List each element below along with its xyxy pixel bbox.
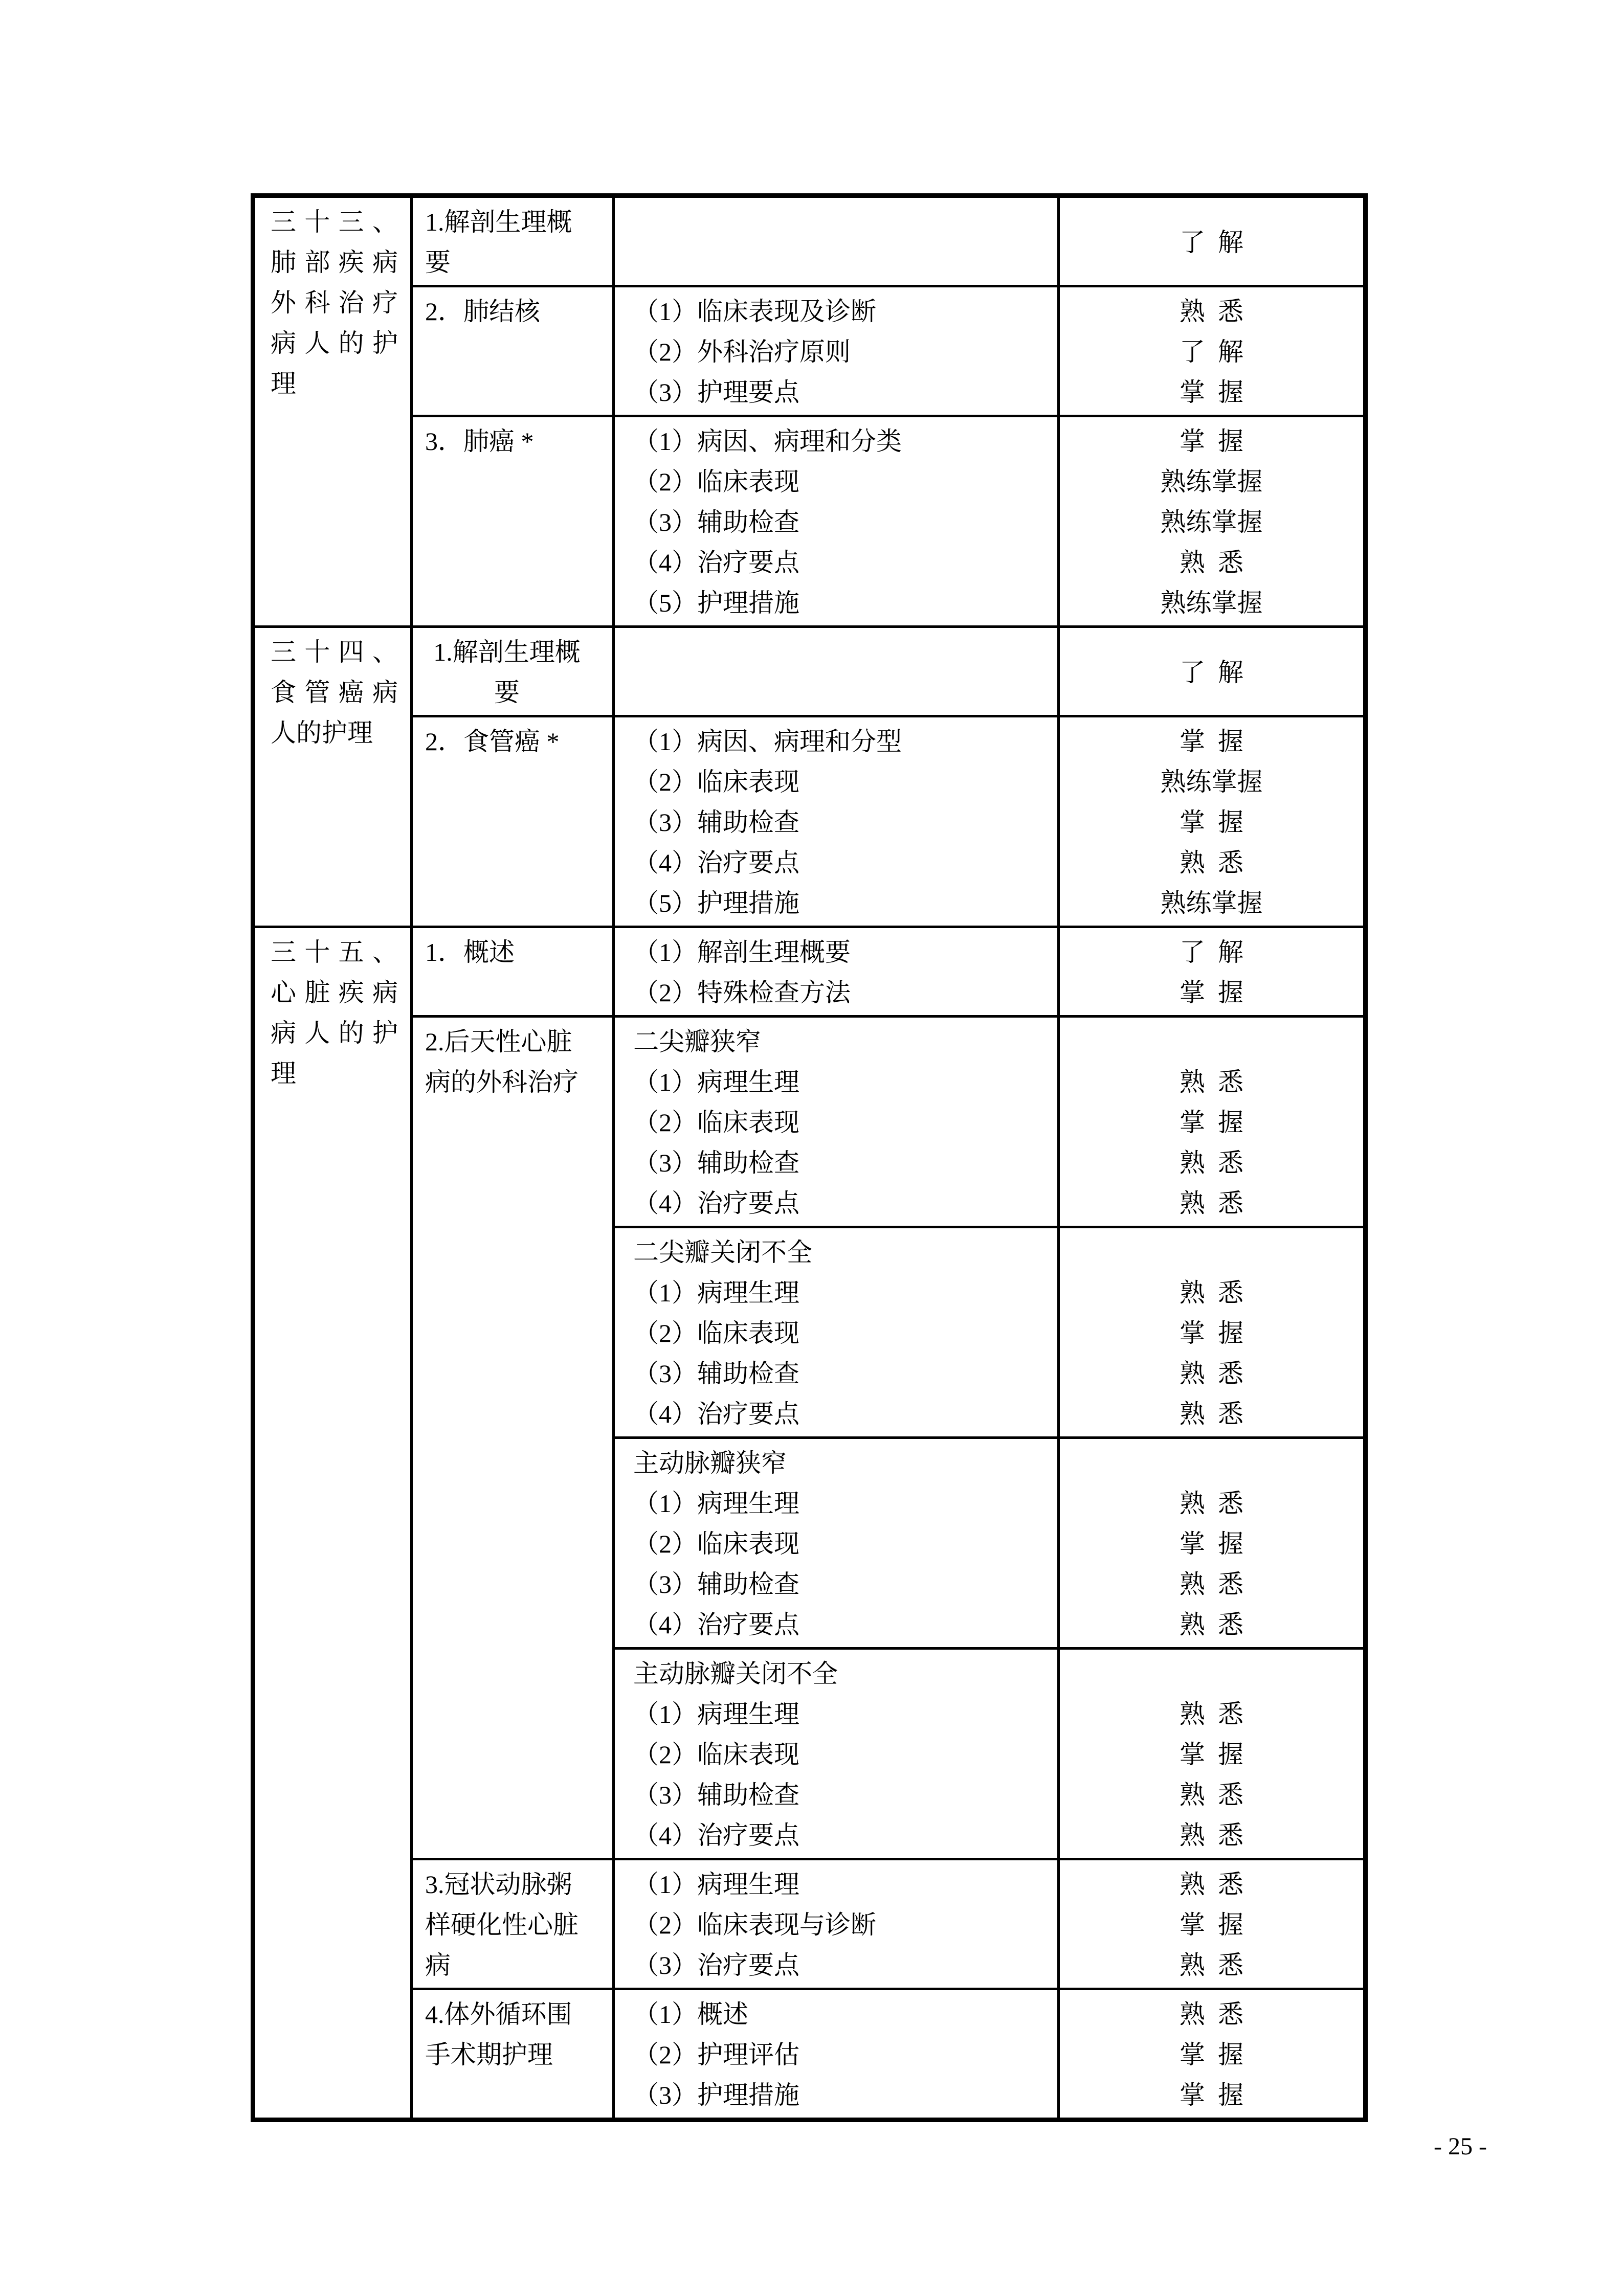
level-line: 熟悉 — [1180, 1068, 1256, 1096]
level-line: 熟悉 — [1180, 1489, 1256, 1518]
levels-cell — [1059, 927, 1366, 1017]
level-line — [1062, 1022, 1361, 1062]
level-line: 掌握 — [1180, 1910, 1256, 1939]
level-line: 熟悉 — [1180, 297, 1256, 326]
items-cell — [614, 196, 1059, 286]
level-line: 熟悉 — [1180, 1278, 1256, 1307]
item-line: （4）治疗要点 — [633, 1821, 799, 1850]
section-label: 3.冠状动脉粥样硬化性心脏病 — [425, 1870, 579, 1979]
section-label: 2.后天性心脏病的外科治疗 — [425, 1027, 579, 1096]
level-line: 熟悉 — [1180, 1189, 1256, 1218]
section-label: 4.体外循环围手术期护理 — [425, 2000, 572, 2069]
item-group-header: 主动脉瓣狭窄 — [633, 1449, 787, 1477]
level-line — [1062, 1654, 1361, 1694]
levels-cell — [1059, 1649, 1366, 1859]
level-value: 了解 — [1180, 658, 1256, 687]
item-line: （1）病因、病理和分型 — [633, 727, 902, 756]
level-line: 掌握 — [1180, 2081, 1256, 2109]
level-line: 熟悉 — [1180, 548, 1256, 577]
item-line: （4）治疗要点 — [633, 1610, 799, 1639]
items-cell — [614, 1859, 1059, 1989]
item-line: （2）特殊检查方法 — [633, 978, 851, 1007]
item-group-header: 二尖瓣狭窄 — [633, 1027, 761, 1056]
item-line: （3）辅助检查 — [633, 1359, 799, 1388]
table-row — [253, 1017, 1366, 1227]
item-line: （2）护理评估 — [633, 2040, 799, 2069]
levels-cell — [1059, 716, 1366, 927]
section-cell — [412, 1859, 614, 1989]
level-line: 熟悉 — [1180, 1610, 1256, 1639]
section-label: 2．肺结核 — [425, 297, 540, 326]
chapter-title: 三十三、肺部疾病外科治疗病人的护理 — [271, 208, 398, 398]
table-row — [253, 716, 1366, 927]
section-label: 2．食管癌 * — [425, 727, 560, 756]
level-line: 掌握 — [1180, 978, 1256, 1007]
level-line: 熟悉 — [1180, 1781, 1256, 1809]
section-cell — [412, 927, 614, 1017]
items-cell — [614, 927, 1059, 1017]
levels-cell — [1059, 1989, 1366, 2120]
chapter-cell — [253, 627, 412, 927]
level-line: 掌握 — [1180, 427, 1256, 456]
table-row — [253, 1859, 1366, 1989]
level-line: 熟悉 — [1180, 1570, 1256, 1599]
chapter-title: 三十五、心脏疾病病人的护理 — [271, 938, 398, 1088]
chapter-cell — [253, 927, 412, 2120]
section-cell — [412, 627, 614, 716]
items-cell — [614, 627, 1059, 716]
item-line: （1）病理生理 — [633, 1870, 799, 1899]
levels-cell — [1059, 627, 1366, 716]
level-line: 熟悉 — [1180, 1951, 1256, 1979]
item-group-header: 二尖瓣关闭不全 — [633, 1238, 812, 1267]
item-line: （3）治疗要点 — [633, 1951, 799, 1979]
level-line: 掌握 — [1180, 378, 1256, 407]
level-line: 掌握 — [1180, 1529, 1256, 1558]
item-line: （1）病理生理 — [633, 1700, 799, 1728]
items-cell — [614, 1438, 1059, 1649]
level-line: 掌握 — [1180, 1108, 1256, 1137]
items-cell — [614, 1227, 1059, 1438]
section-label: 1.解剖生理概要 — [433, 638, 581, 707]
section-cell — [412, 1017, 614, 1859]
item-line: （3）护理措施 — [633, 2081, 799, 2109]
item-line: （1）概述 — [633, 2000, 748, 2029]
level-line: 熟练掌握 — [1160, 768, 1263, 796]
chapter-cell — [253, 196, 412, 627]
item-line: （4）治疗要点 — [633, 1189, 799, 1218]
item-line: （3）辅助检查 — [633, 508, 799, 536]
page-number: - 25 - — [1434, 2133, 1487, 2160]
level-line — [1062, 1232, 1361, 1273]
level-line: 掌握 — [1180, 1319, 1256, 1347]
item-line: （2）外科治疗原则 — [633, 337, 851, 366]
item-line: （1）病理生理 — [633, 1068, 799, 1096]
items-cell — [614, 1017, 1059, 1227]
levels-cell — [1059, 196, 1366, 286]
level-line: 熟悉 — [1180, 1870, 1256, 1899]
section-cell — [412, 286, 614, 416]
item-line: （3）辅助检查 — [633, 1149, 799, 1177]
level-line: 熟练掌握 — [1160, 589, 1263, 617]
level-line: 熟悉 — [1180, 1359, 1256, 1388]
item-line: （2）临床表现 — [633, 1529, 799, 1558]
section-cell — [412, 716, 614, 927]
level-line: 掌握 — [1180, 808, 1256, 837]
levels-cell — [1059, 1017, 1366, 1227]
item-line: （1）病因、病理和分类 — [633, 427, 902, 456]
levels-cell — [1059, 416, 1366, 627]
level-line: 熟练掌握 — [1160, 467, 1263, 496]
items-cell — [614, 1989, 1059, 2120]
section-cell — [412, 196, 614, 286]
level-line — [1062, 1443, 1361, 1483]
item-line: （5）护理措施 — [633, 889, 799, 917]
item-line: （2）临床表现与诊断 — [633, 1910, 876, 1939]
levels-cell — [1059, 1859, 1366, 1989]
item-line: （4）治疗要点 — [633, 548, 799, 577]
level-value: 了解 — [1180, 228, 1256, 257]
item-line: （3）辅助检查 — [633, 1781, 799, 1809]
item-line: （3）辅助检查 — [633, 808, 799, 837]
levels-cell — [1059, 1438, 1366, 1649]
section-label: 1．概述 — [425, 938, 515, 966]
item-line: （5）护理措施 — [633, 589, 799, 617]
table-row — [253, 286, 1366, 416]
items-cell — [614, 416, 1059, 627]
level-line: 熟悉 — [1180, 1400, 1256, 1428]
table-row — [253, 196, 1366, 286]
level-line: 熟悉 — [1180, 1821, 1256, 1850]
item-line: （3）护理要点 — [633, 378, 799, 407]
item-line: （4）治疗要点 — [633, 1400, 799, 1428]
items-cell — [614, 716, 1059, 927]
item-line: （1）临床表现及诊断 — [633, 297, 876, 326]
level-line: 熟悉 — [1180, 2000, 1256, 2029]
level-line: 熟练掌握 — [1160, 508, 1263, 536]
syllabus-table — [251, 193, 1368, 2122]
level-line: 掌握 — [1180, 2040, 1256, 2069]
table-row — [253, 416, 1366, 627]
level-line: 掌握 — [1180, 727, 1256, 756]
items-cell — [614, 1649, 1059, 1859]
section-label: 3．肺癌 * — [425, 427, 534, 456]
item-line: （2）临床表现 — [633, 1319, 799, 1347]
level-line: 熟悉 — [1180, 1149, 1256, 1177]
level-line: 掌握 — [1180, 1740, 1256, 1769]
table-row — [253, 1989, 1366, 2120]
section-cell — [412, 1989, 614, 2120]
table-row — [253, 927, 1366, 1017]
section-cell — [412, 416, 614, 627]
item-group-header: 主动脉瓣关闭不全 — [633, 1659, 838, 1688]
item-line: （2）临床表现 — [633, 768, 799, 796]
level-line: 熟悉 — [1180, 1700, 1256, 1728]
item-line: （2）临床表现 — [633, 1740, 799, 1769]
level-line: 了解 — [1180, 938, 1256, 966]
syllabus-table-body — [253, 196, 1366, 2120]
item-line: （1）病理生理 — [633, 1489, 799, 1518]
level-line: 熟练掌握 — [1160, 889, 1263, 917]
item-line: （1）解剖生理概要 — [633, 938, 851, 966]
item-line: （2）临床表现 — [633, 1108, 799, 1137]
table-row — [253, 627, 1366, 716]
item-line: （4）治疗要点 — [633, 848, 799, 877]
item-line: （3）辅助检查 — [633, 1570, 799, 1599]
item-line: （2）临床表现 — [633, 467, 799, 496]
level-line: 熟悉 — [1180, 848, 1256, 877]
level-line: 了解 — [1180, 337, 1256, 366]
item-line: （1）病理生理 — [633, 1278, 799, 1307]
chapter-title: 三十四、食管癌病人的护理 — [271, 638, 398, 747]
levels-cell — [1059, 286, 1366, 416]
section-label: 1.解剖生理概要 — [425, 208, 572, 277]
levels-cell — [1059, 1227, 1366, 1438]
items-cell — [614, 286, 1059, 416]
